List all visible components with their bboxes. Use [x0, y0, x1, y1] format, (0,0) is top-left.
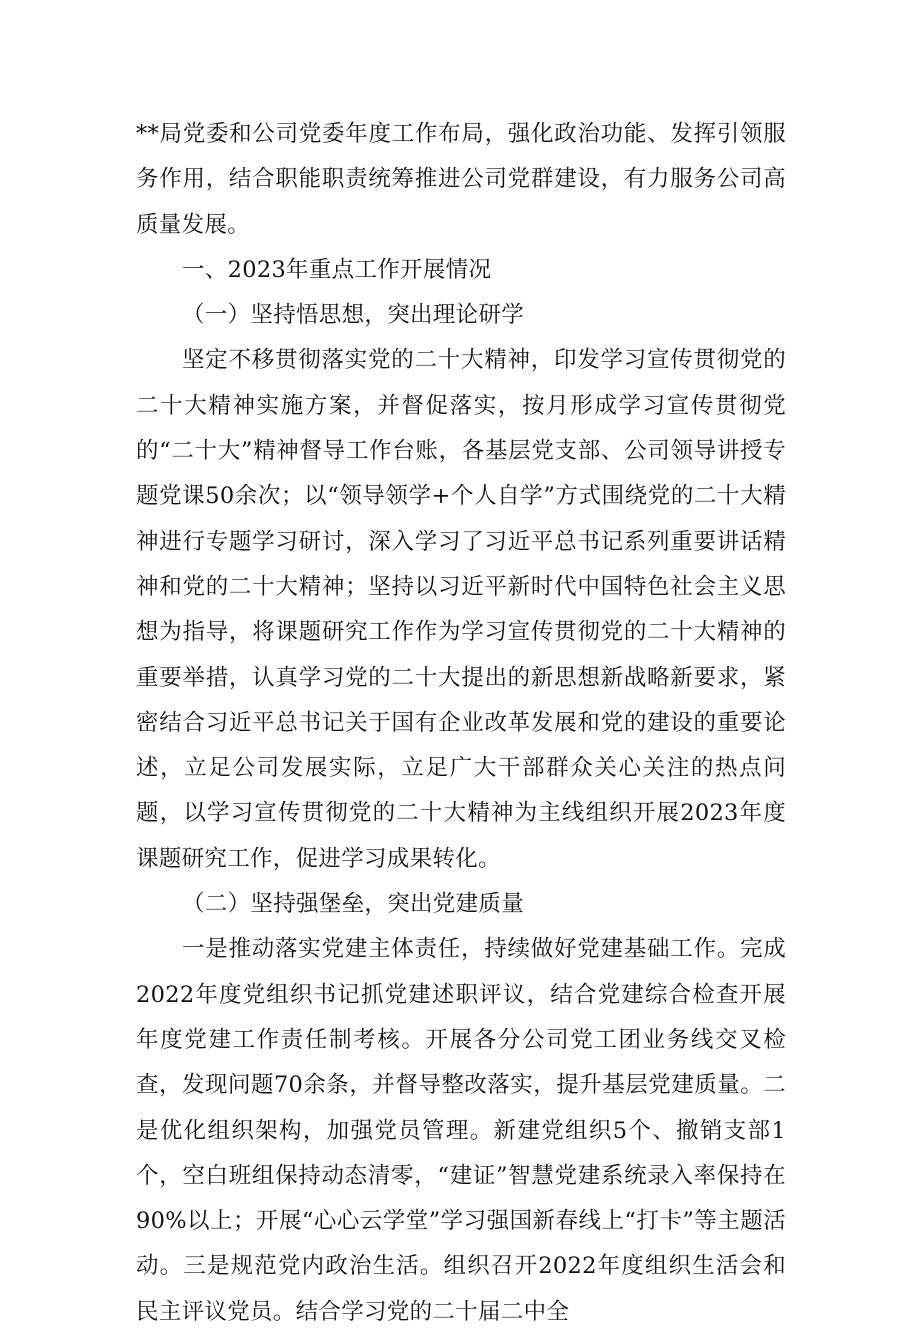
subsection-heading-party-building: （二）坚持强堡垒，突出党建质量	[182, 891, 525, 918]
paragraph-intro-continued: **局党委和公司党委年度工作布局，强化政治功能、发挥引领服务作用，结合职能职责统筹推进公司党群建设，有力服务公司高质量发展。	[136, 121, 786, 238]
paragraph-theory-study: 坚定不移贯彻落实党的二十大精神，印发学习宣传贯彻党的二十大精神实施方案，并督促落实，按月形成学习宣传贯彻党的“二十大”精神督导工作台账，各基层党支部、公司领导讲授专题党课50余次；以“领导领学+个人自学”方式围绕党的二十大精神进行专题学习研讨，深入学习了习近平总书记系列重要讲话精神和党的二十大精神；坚持以习近平新时代中国特色社会主义思想为指导，将课题研究工作作为学习宣传贯彻党的二十大精神的重要举措，认真学习党的二十大提出的新思想新战略新要求，紧密结合习近平总书记关于国有企业改革发展和党的建设的重要论述，立足公司发展实际，立足广大干部群众关心关注的热点问题，以学习宣传贯彻党的二十大精神为主线组织开展2023年度课题研究工作，促进学习成果转化。	[136, 347, 786, 872]
paragraph-party-building: 一是推动落实党建主体责任，持续做好党建基础工作。完成2022年度党组织书记抓党建述职评议，结合党建综合检查开展年度党建工作责任制考核。开展各分公司党工团业务线交叉检查，发现问题70余条，并督导整改落实，提升基层党建质量。二是优化组织架构，加强党员管理。新建党组织5个、撤销支部1个，空白班组保持动态清零，“建证”智慧党建系统录入率保持在90%以上；开展“心心云学堂”学习强国新春线上“打卡”等主题活动。三是规范党内政治生活。组织召开2022年度组织生活会和民主评议党员。结合学习党的二十届二中全	[136, 936, 786, 1325]
subsection-heading-theory-study: （一）坚持悟思想，突出理论研学	[182, 302, 525, 329]
document-body	[136, 112, 786, 1335]
section-heading-1: 一、2023年重点工作开展情况	[182, 256, 492, 283]
